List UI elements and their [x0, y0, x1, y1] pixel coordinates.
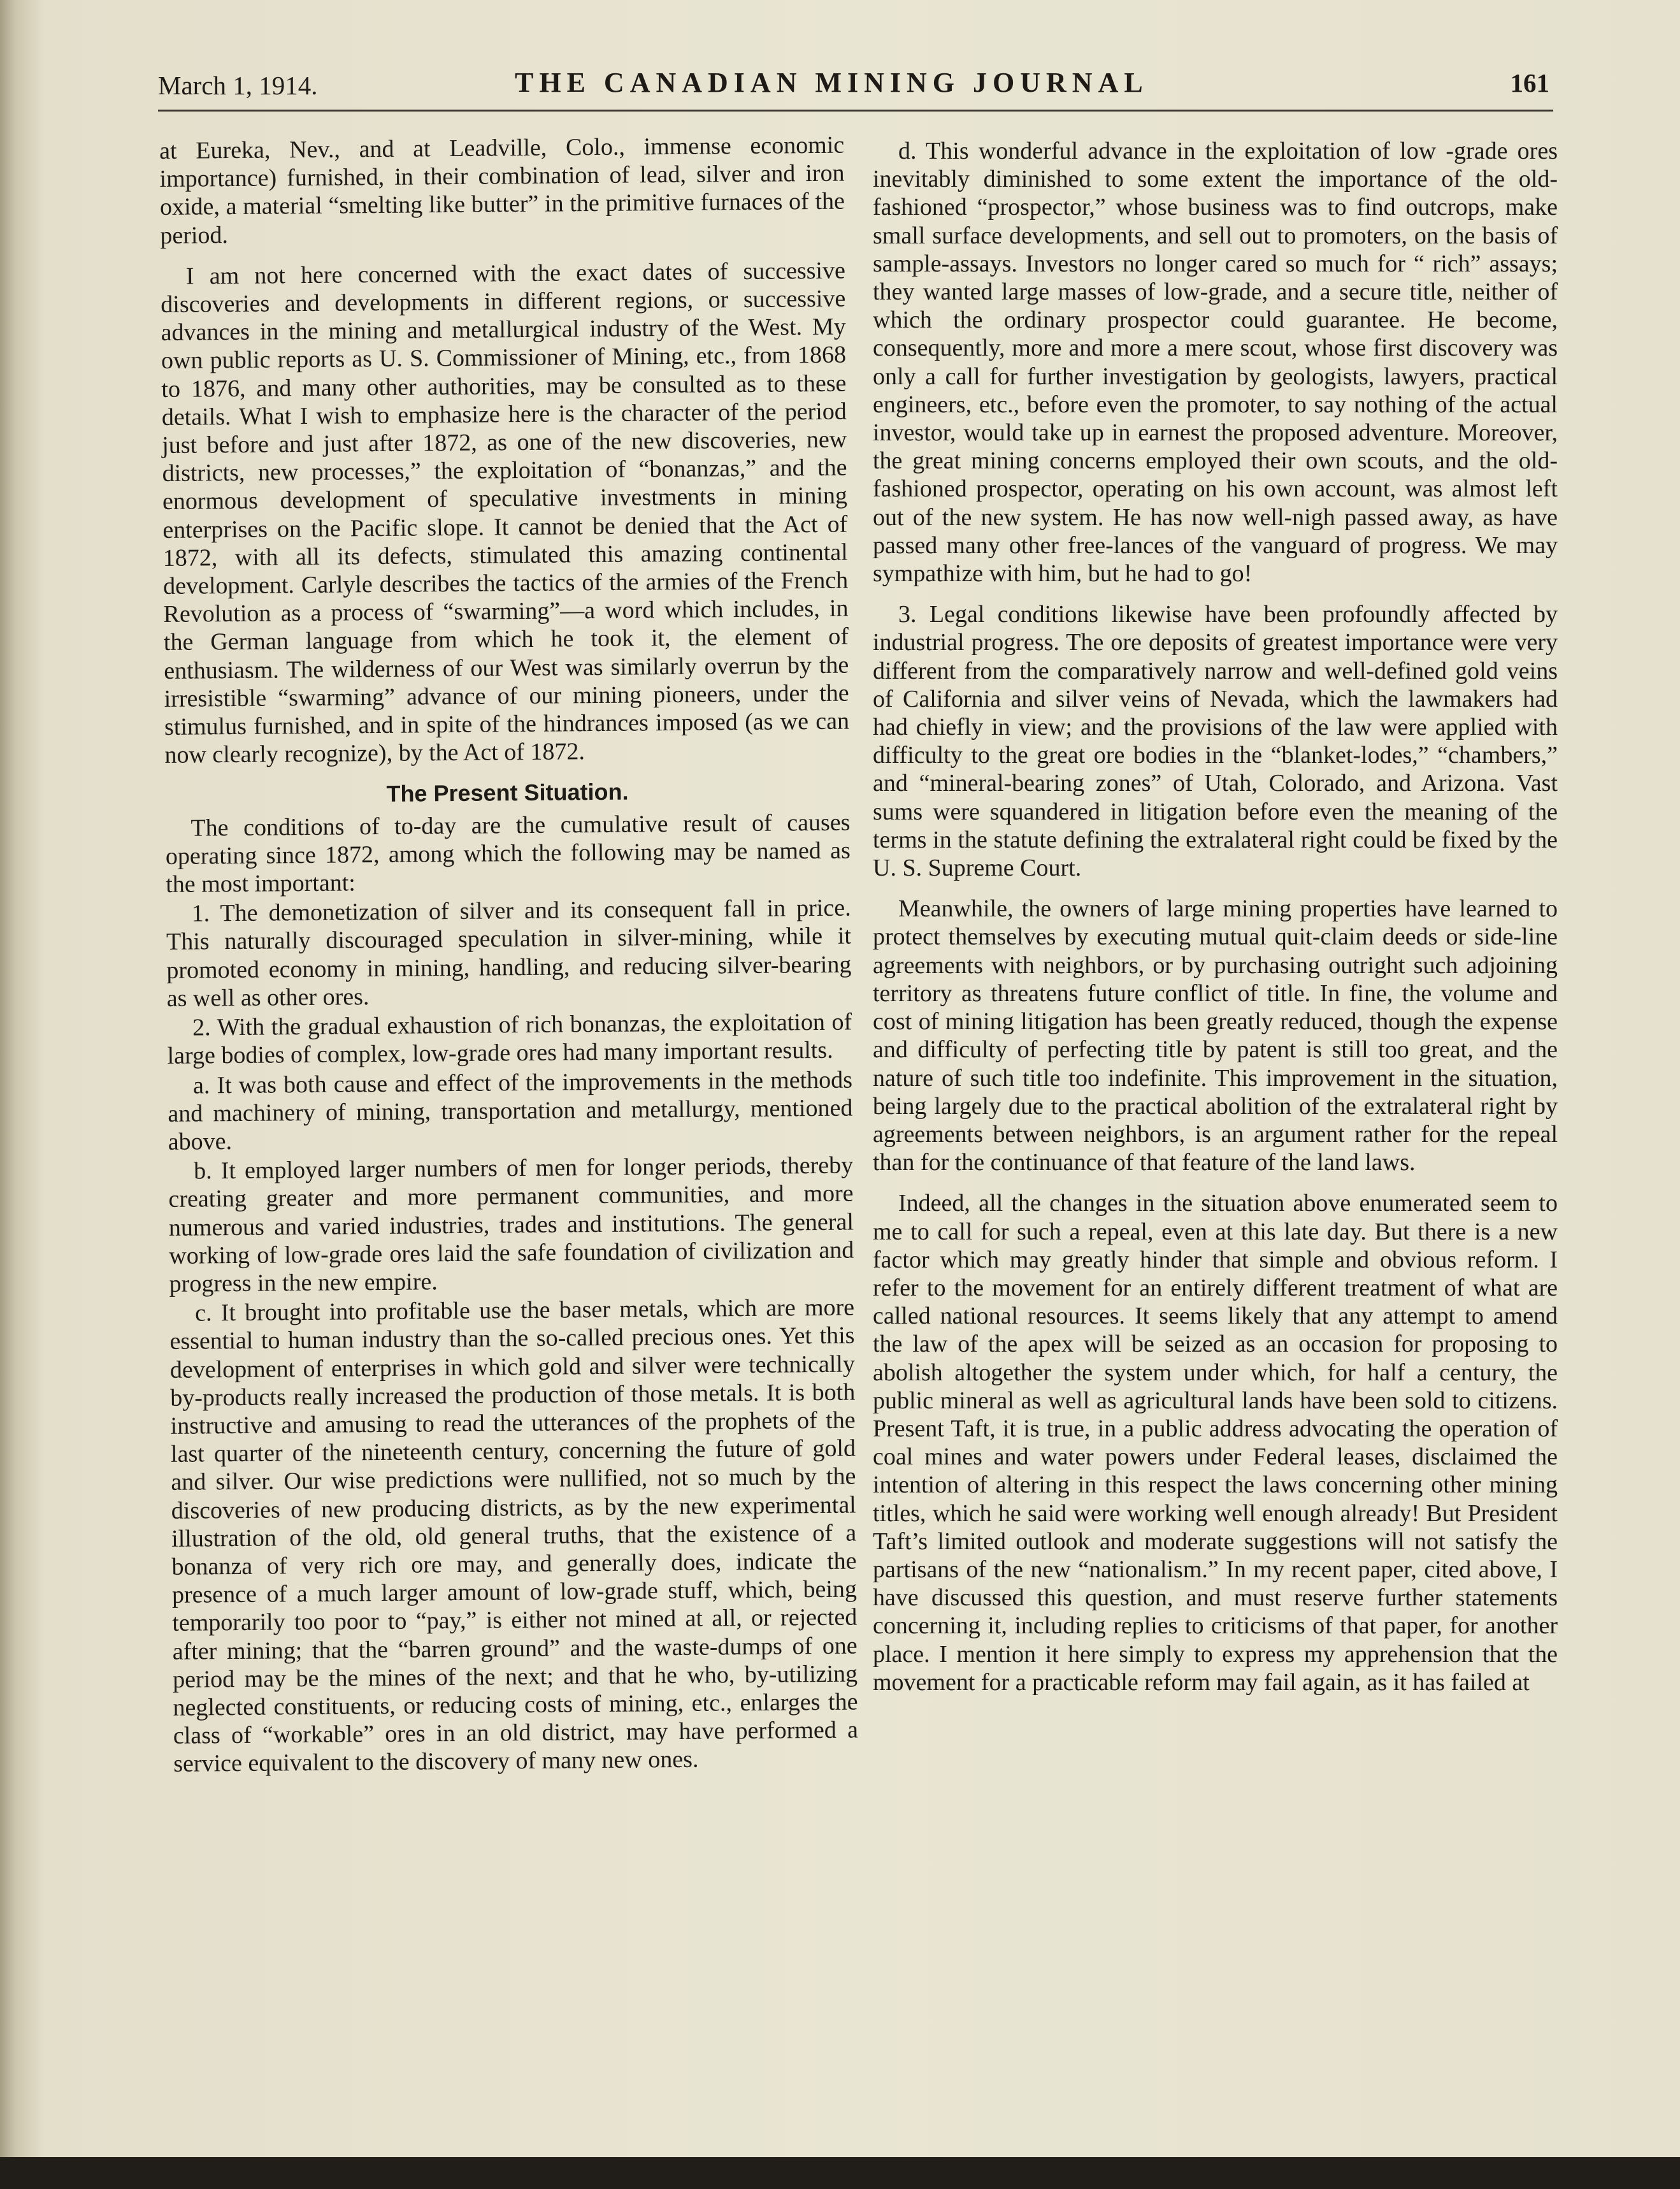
left-column — [159, 131, 858, 1780]
list-item: b. It employed larger numbers of men for longer periods, thereby creating greater and more permanent communities, and more numerous and varied industries, trades and institutions. The general working of low-grade ores laid the safe foundation of civilization and progress in the new empire. — [168, 1152, 854, 1297]
paragraph: I am not here concerned with the exact dates of successive discoveries and developments in different regions, or successive advances in the mining and metallurgical industry of the West. My own public reports as U. S. Commissioner of Mining, etc., from 1868 to 1876, and many other authorities, may be consulted as to these details. What I wish to emphasize here is the character of the period just before and just after 1872, as one of the new discoveries, new districts, new processes,” the exploitation of “bonanzas,” and the enormous development of speculative investments in mining enterprises on the Pacific slope. It cannot be denied that the Act of 1872, with all its defects, stimulated this amazing continental development. Carlyle describes the tactics of the armies of the French Revolution as a process of “swarming”—a word which includes, in the German language from which he took it, the element of enthusiasm. The wilderness of our West was similarly overrun by the irresistible “swarming” advance of our mining pioneers, under the stimulus furnished, and in spite of the hindrances imposed (as we can now clearly recognize), by the Act of 1872. — [161, 257, 850, 769]
section-heading: The Present Situation. — [386, 779, 629, 807]
paragraph: The conditions of to-day are the cumulative result of causes operating since 1872, among which the following may be named as the most important: — [165, 809, 851, 899]
list-item: c. It brought into profitable use the baser metals, which are more essential to human industry than the so-called precious ones. Yet this development of enterprises in which gold and silver were technically by-products really increased the production of those metals. It is both instructive and amusing to read the utterances of the prophets of the last quarter of the nineteenth century, concerning the future of gold and silver. Our wise predictions were nullified, not so much by the discoveries of new producing districts, as by the new experimental illustration of the old, old general truths, that the existence of a bonanza of very rich ore may, and generally does, indicate the presence of a much larger amount of low-grade stuff, which, being temporarily too poor to “pay,” is either not mined at all, or rejected after mining; that the “barren ground” and the waste-dumps of one period may be the mines of the next; and that he who, by-utilizing neglected constituents, or reducing costs of mining, etc., enlarges the class of “workable” ores in an old district, may have performed a service equivalent to the discovery of many new ones. — [169, 1294, 859, 1778]
paragraph: at Eureka, Nev., and at Leadville, Colo., immense economic importance) furnished, in their combination of lead, silver and iron oxide, a material “smelting like butter” in the primitive furnaces of the period. — [159, 131, 845, 249]
paragraph: Indeed, all the changes in the situation above enumerated seem to me to call for such a repeal, even at this late day. But there is a new factor which may greatly hinder that simple and obvious reform. I refer to the movement for an entirely different treatment of what are called national resources. It seems likely that any attempt to amend the law of the apex will be seized as an occasion for proposing to abolish altogether the system under which, for half a century, the public mineral as well as agricultural lands have been sold to citizens. Present Taft, it is true, in a public address advocating the operation of coal mines and water powers under Federal leases, disclaimed the intention of altering in this respect the laws concerning other mining titles, which he said were working well enough already! But President Taft’s limited outlook and moderate suggestions will not satisfy the partisans of the new “nationalism.” In my recent paper, cited above, I have discussed this question, and must reserve further statements concerning it, including replies to criticisms of that paper, for another place. I mention it here simply to express my apprehension that the movement for a practicable reform may fail again, as it has failed at — [873, 1190, 1558, 1696]
list-item: a. It was both cause and effect of the improvements in the methods and machinery of mining, transportation and metallurgy, mentioned above. — [168, 1066, 853, 1155]
paragraph: Meanwhile, the owners of large mining properties have learned to protect themselves by executing mutual quit-claim deeds or side-line agreements with neighbors, or by purchasing outright such adjoining territory as threatens future conflict of title. In fine, the volume and cost of mining litigation has been greatly reduced, though the expense and difficulty of perfecting title by patent is still too great, and the nature of such title too indefinite. This improvement in the situation, being largely due to the practical abolition of the extralateral right by agreements between neighbors, is an argument rather for the repeal than for the continuance of that feature of the land laws. — [873, 895, 1558, 1176]
list-item: 2. With the gradual exhaustion of rich bonanzas, the exploitation of large bodies of complex, low-grade ores had many important results. — [167, 1008, 852, 1070]
running-header — [158, 65, 1553, 112]
journal-title: THE CANADIAN MINING JOURNAL — [515, 67, 1149, 98]
page-number: 161 — [1510, 68, 1549, 98]
scan-background — [0, 2157, 1680, 2189]
issue-date: March 1, 1914. — [158, 71, 318, 100]
paragraph: 3. Legal conditions likewise have been profoundly affected by industrial progress. The ore deposits of greatest importance were very different from the comparatively narrow and well-defined gold veins of California and silver veins of Nevada, which the lawmakers had had chiefly in view; and the provisions of the law were applied with difficulty to the great ore bodies in the “blanket-lodes,” “chambers,” and “mineral-bearing zones” of Utah, Colorado, and Arizona. Vast sums were squandered in litigation before even the meaning of the terms in the statute defining the extralateral right could be fixed by the U. S. Supreme Court. — [873, 601, 1558, 882]
paragraph: d. This wonderful advance in the exploitation of low -grade ores inevitably diminished to some extent the importance of the old-fashioned “prospector,” whose business was to find outcrops, make small surface developments, and sell out to promoters, on the basis of sample-assays. Investors no longer cared so much for “ rich” assays; they wanted large masses of low-grade, and a secure title, neither of which the ordinary prospector could guarantee. He become, consequently, more and more a mere scout, whose first discovery was only a call for further investigation by geologists, lawyers, practical engineers, etc., before even the promoter, to say nothing of the actual investor, would take up in earnest the proposed adventure. Moreover, the great mining concerns employed their own scouts, and the old-fashioned prospector, operating on his own account, was almost left out of the new system. He has now well-nigh passed away, as have passed many other free-lances of the vanguard of progress. We may sympathize with him, but he had to go! — [873, 138, 1558, 588]
list-item: 1. The demonetization of silver and its consequent fall in price. This naturally discouraged speculation in silver-mining, while it promoted economy in mining, handling, and reducing silver-bearing as well as other ores. — [166, 894, 852, 1012]
right-column — [873, 137, 1558, 1709]
